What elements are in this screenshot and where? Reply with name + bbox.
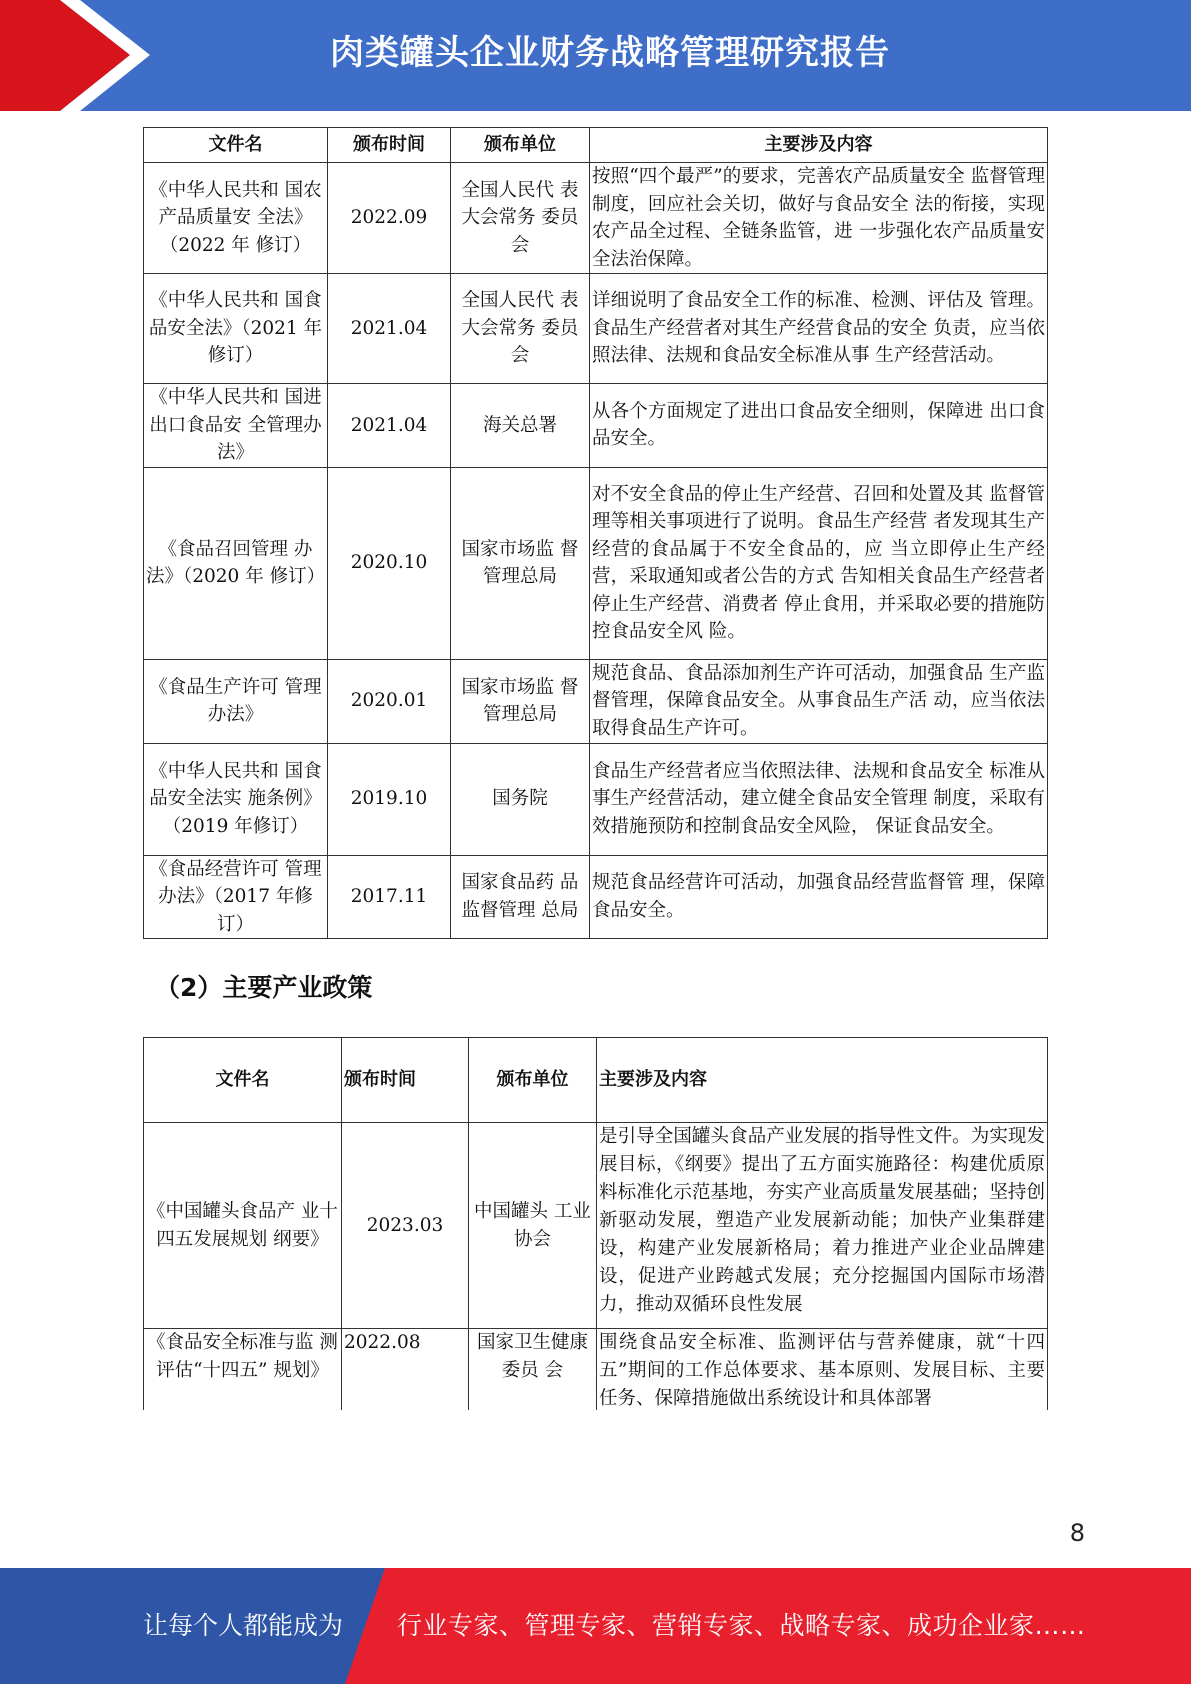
issue-date: 2017.11 [328, 855, 451, 939]
page-header [0, 0, 1191, 111]
issuer: 海关总署 [451, 384, 590, 468]
file-name: 《中华人民共和 国进出口食品安 全管理办法》 [144, 384, 328, 468]
table-row [144, 467, 1048, 659]
content: 是引导全国罐头食品产业发展的指导性文件。为实现发展目标，《纲要》提出了五方面实施路径：构建优质原料标准化示范基地，夯实产业高质量发展基础；坚持创新驱动发展，塑造产业发展新动能；加快产业集群建设，构建产业发展新格局；着力推进产业企业品牌建设，促进产业跨越式发展；充分挖掘国内国际市场潜力，推动双循环良性发展 [599, 1126, 1045, 1315]
page-number: 8 [1069, 1519, 1085, 1547]
footer-slogan-left: 让每个人都能成为 [143, 1611, 344, 1640]
issue-date: 2022.09 [328, 163, 451, 274]
content: 围绕食品安全标准、监测评估与营养健康，就“十四五”期间的工作总体要求、基本原则、发展目标、主要任务、保障措施做出系统设计和具体部署 [599, 1332, 1045, 1409]
file-name: 《中华人民共和 国食品安全法》（2021 年修订） [144, 274, 328, 384]
table-row [144, 274, 1048, 384]
content-cell [597, 1123, 1048, 1329]
header-date: 颁布时间 [328, 128, 451, 163]
content: 食品生产经营者应当依照法律、法规和食品安全 标准从事生产经营活动，建立健全食品安全管理 制度，采取有效措施预防和控制食品安全风险， 保证食品安全。 [590, 743, 1048, 855]
issuer: 全国人民代 表大会常务 委员会 [451, 274, 590, 384]
table-row [144, 743, 1048, 855]
table-header-row [144, 1038, 1048, 1123]
report-title: 肉类罐头企业财务战略管理研究报告 [330, 33, 890, 73]
header-content: 主要涉及内容 [597, 1038, 1048, 1123]
file-name: 《食品召回管理 办法》（2020 年 修订） [144, 467, 328, 659]
issuer: 国家卫生健康 委员 会 [469, 1329, 597, 1414]
table-row [144, 163, 1048, 274]
content: 规范食品、食品添加剂生产许可活动，加强食品 生产监督管理，保障食品安全。从事食品生产活 动，应当依法取得食品生产许可。 [590, 659, 1048, 743]
issue-date: 2023.03 [342, 1123, 469, 1329]
issue-date: 2020.10 [328, 467, 451, 659]
content: 对不安全食品的停止生产经营、召回和处置及其 监督管理等相关事项进行了说明。食品生产经营 者发现其生产经营的食品属于不安全食品的，应 当立即停止生产经营，采取通知或者公告的方式 告知相关食品生产经营者停止生产经营、消费者 停止食用，并采取必要的措施防控食品安全风 险。 [590, 467, 1048, 659]
issue-date: 2021.04 [328, 384, 451, 468]
issue-date: 2019.10 [328, 743, 451, 855]
issuer: 中国罐头 工业协会 [469, 1123, 597, 1329]
header-content: 主要涉及内容 [590, 128, 1048, 163]
page-footer [0, 1568, 1191, 1684]
section-heading: （2）主要产业政策 [155, 973, 373, 1002]
header-issuer: 颁布单位 [469, 1038, 597, 1123]
issuer: 全国人民代 表大会常务 委员会 [451, 163, 590, 274]
table-row [144, 855, 1048, 939]
footer-slogan-right: 行业专家、管理专家、营销专家、战略专家、成功企业家…… [397, 1611, 1086, 1640]
issuer: 国家市场监 督管理总局 [451, 659, 590, 743]
file-name: 《食品经营许可 管理办法》（2017 年修订） [144, 855, 328, 939]
table-header-row [144, 128, 1048, 163]
issue-date: 2020.01 [328, 659, 451, 743]
content: 详细说明了食品安全工作的标准、检测、评估及 管理。食品生产经营者对其生产经营食品的安全 负责，应当依照法律、法规和食品安全标准从事 生产经营活动。 [590, 274, 1048, 384]
issue-date: 2022.08 [342, 1329, 469, 1414]
content: 按照“四个最严”的要求，完善农产品质量安全 监督管理制度，回应社会关切，做好与食品安全 法的衔接，实现农产品全过程、全链条监管，进 一步强化农产品质量安全法治保障。 [590, 163, 1048, 274]
table-row [144, 659, 1048, 743]
laws-table [143, 127, 1048, 939]
file-name: 《中华人民共和 国食品安全法实 施条例》（2019 年修订） [144, 743, 328, 855]
policies-table [143, 1037, 1048, 1414]
issue-date: 2021.04 [328, 274, 451, 384]
page-cut-mask [130, 1410, 1060, 1450]
content: 规范食品经营许可活动，加强食品经营监督管 理，保障食品安全。 [590, 855, 1048, 939]
issuer: 国家食品药 品监督管理 总局 [451, 855, 590, 939]
table-row [144, 384, 1048, 468]
header-file-name: 文件名 [144, 128, 328, 163]
content: 从各个方面规定了进出口食品安全细则，保障进 出口食品安全。 [590, 384, 1048, 468]
header-issuer: 颁布单位 [451, 128, 590, 163]
issuer: 国家市场监 督管理总局 [451, 467, 590, 659]
file-name: 《食品安全标准与监 测评估“十四五” 规划》 [144, 1329, 342, 1414]
header-date: 颁布时间 [342, 1038, 469, 1123]
file-name: 《中国罐头食品产 业十四五发展规划 纲要》 [144, 1123, 342, 1329]
header-file-name: 文件名 [144, 1038, 342, 1123]
table-row [144, 1329, 1048, 1414]
file-name: 《食品生产许可 管理办法》 [144, 659, 328, 743]
issuer: 国务院 [451, 743, 590, 855]
content-cell [597, 1329, 1048, 1414]
table-row [144, 1123, 1048, 1329]
file-name: 《中华人民共和 国农产品质量安 全法》（2022 年 修订） [144, 163, 328, 274]
